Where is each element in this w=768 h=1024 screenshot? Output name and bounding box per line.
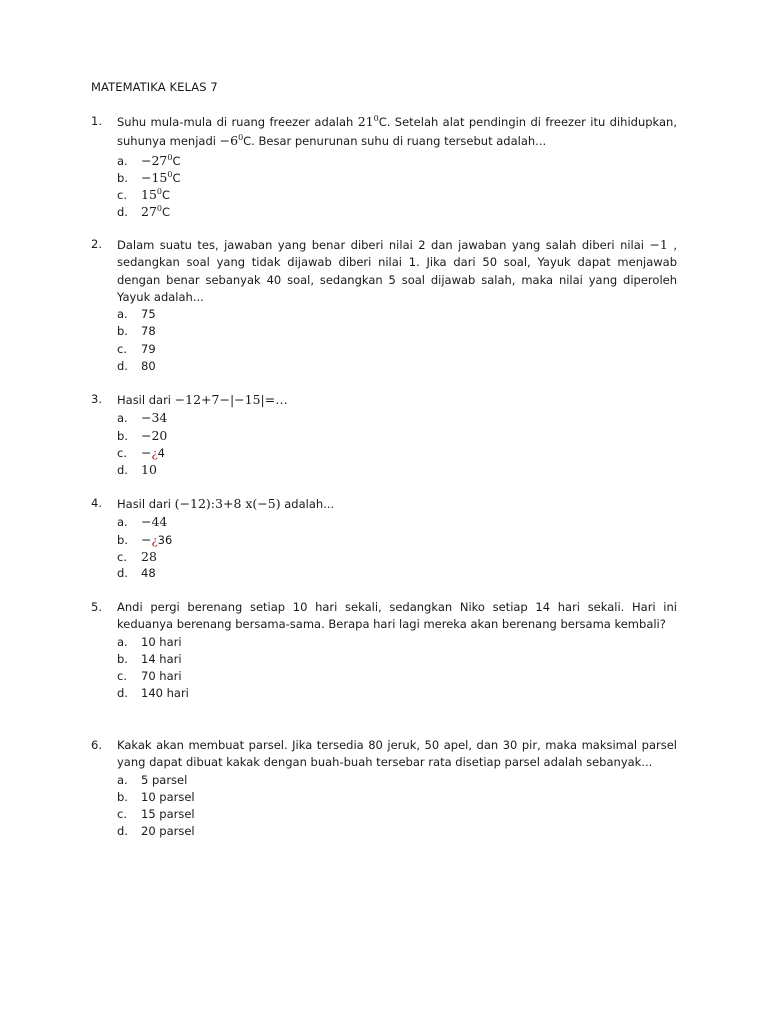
option-b[interactable]: b. 14 hari [117, 651, 182, 666]
option-c[interactable]: c. 28 [117, 548, 157, 564]
question-text: Kakak akan membuat parsel. Jika tersedia 80 jeruk, 50 apel, dan 30 pir, maka maksimal parsel yang dapat dibuat kakak dengan buah-buah tersebar rata disetiap parsel adalah sebanyak... [117, 738, 677, 770]
question-number: 3. [91, 392, 102, 406]
option-a[interactable]: a. 5 parsel [117, 772, 188, 787]
question-text: Dalam suatu tes, jawaban yang benar diberi nilai 2 dan jawaban yang salah diberi nilai −1 , sedangkan soal yang tidak dijawab diberi nilai 1. Jika dari 50 soal, Yayuk dapat menjawab dengan benar sebanyak 40 soal, sedangkan 5 soal dijawab salah, maka nilai yang diperoleh Yayuk adalah... [117, 237, 678, 304]
option-c[interactable]: c. 15 parsel [117, 807, 195, 822]
option-d[interactable]: d. 20 parsel [117, 824, 195, 839]
option-c[interactable]: c. 70 hari [117, 669, 182, 684]
answer-options [117, 513, 677, 582]
question-number: 4. [91, 496, 102, 510]
question-5 [91, 599, 677, 703]
answer-options [117, 152, 677, 221]
question-text: Andi pergi berenang setiap 10 hari sekali, sedangkan Niko setiap 14 hari sekali. Hari ini keduanya berenang bersama-sama. Berapa hari lagi mereka akan berenang bersama kembali? [117, 600, 677, 632]
option-c[interactable]: c. $15^0C$ [117, 187, 171, 203]
option-d[interactable]: d. 48 [117, 566, 156, 581]
option-d[interactable]: d. 10 [117, 462, 157, 478]
question-3 [91, 391, 677, 478]
option-d[interactable]: d. 140 hari [117, 686, 189, 701]
option-b[interactable]: b. −¿36 [117, 531, 173, 547]
question-number: 2. [91, 237, 102, 251]
option-b[interactable]: b. 78 [117, 324, 156, 339]
document-title: MATEMATIKA KELAS 7 [91, 80, 218, 94]
answer-options [117, 409, 677, 478]
question-number: 6. [91, 738, 102, 752]
question-number: 1. [91, 114, 102, 128]
option-a[interactable]: a. 10 hari [117, 634, 182, 649]
option-b[interactable]: b. 10 parsel [117, 789, 195, 804]
question-number: 5. [91, 600, 102, 614]
question-1 [91, 113, 677, 221]
option-a[interactable]: a. −44 [117, 514, 168, 530]
option-a[interactable]: a. −34 [117, 410, 168, 426]
option-c[interactable]: c. −¿4 [117, 444, 165, 460]
answer-options [117, 772, 677, 841]
answer-options [117, 634, 677, 703]
option-d[interactable]: d. $27^0C$ [117, 204, 171, 220]
question-4 [91, 495, 677, 582]
question-6 [91, 737, 677, 841]
option-a[interactable]: a. 75 [117, 307, 156, 322]
option-d[interactable]: d. 80 [117, 359, 156, 374]
option-b[interactable]: b. −20 [117, 427, 168, 443]
answer-options [117, 306, 677, 375]
question-text: Suhu mula-mula di ruang freezer adalah $21^0C$. Setelah alat pendingin di freezer itu dihidupkan, suhunya menjadi $-6^0C$. Besar penurunan suhu di ruang tersebut adalah... [117, 114, 677, 149]
option-b[interactable]: b. $-15^0C$ [117, 169, 181, 185]
question-text: Hasil dari (−12):3+8 x(−5) adalah... [117, 496, 335, 511]
question-text: Hasil dari −12+7−|−15|=… [117, 392, 288, 407]
option-c[interactable]: c. 79 [117, 341, 156, 356]
question-2 [91, 236, 677, 375]
option-a[interactable]: a. $-27^0C$ [117, 152, 181, 168]
